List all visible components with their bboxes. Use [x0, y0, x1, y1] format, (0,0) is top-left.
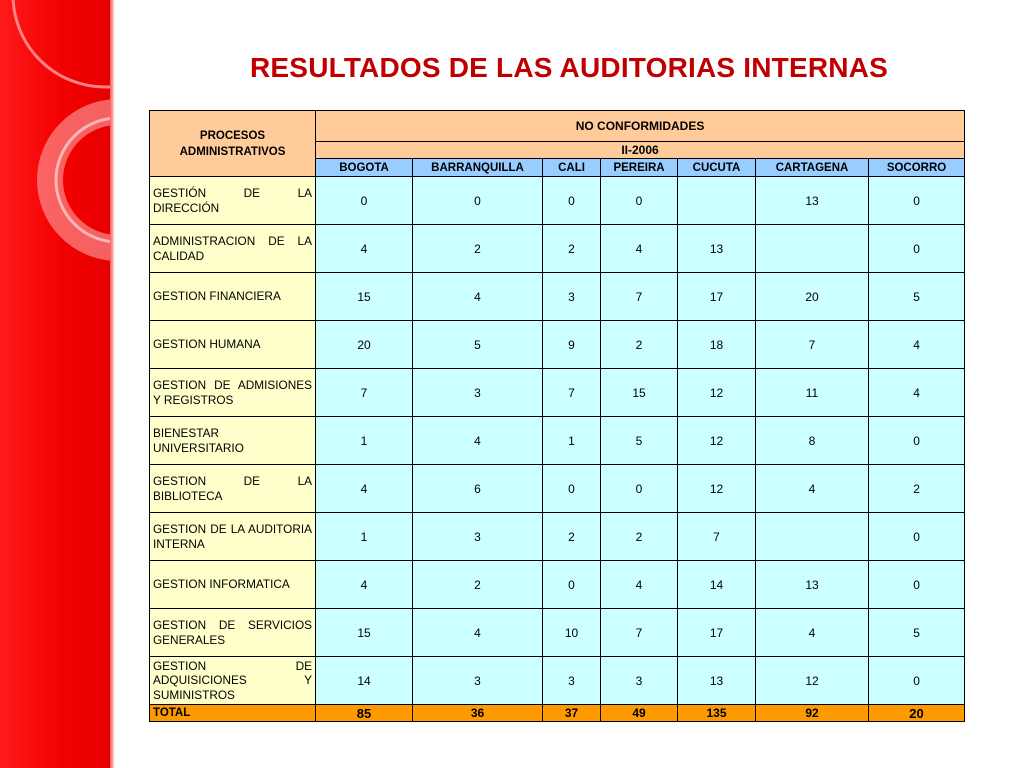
value-cell: 12: [678, 465, 756, 513]
value-cell: 13: [756, 561, 869, 609]
value-cell: 12: [756, 657, 869, 705]
column-header-pereira: PEREIRA: [601, 159, 678, 177]
value-cell: [678, 177, 756, 225]
value-cell: 4: [756, 609, 869, 657]
process-name: GESTION DE ADMISIONES Y REGISTROS: [150, 369, 316, 417]
value-cell: 2: [601, 513, 678, 561]
value-cell: 13: [756, 177, 869, 225]
value-cell: [756, 225, 869, 273]
value-cell: 0: [543, 465, 601, 513]
page-title: RESULTADOS DE LAS AUDITORIAS INTERNAS: [250, 52, 888, 83]
process-name: GESTION DE ADQUISICIONES Y SUMINISTROS: [150, 657, 316, 705]
total-value: 36: [413, 705, 543, 722]
value-cell: 17: [678, 273, 756, 321]
value-cell: 3: [543, 657, 601, 705]
value-cell: 3: [413, 657, 543, 705]
table-row: [150, 417, 965, 465]
value-cell: 0: [869, 657, 965, 705]
value-cell: 0: [869, 561, 965, 609]
value-cell: 7: [601, 609, 678, 657]
value-cell: 7: [601, 273, 678, 321]
value-cell: 0: [601, 177, 678, 225]
value-cell: 1: [316, 513, 413, 561]
value-cell: 4: [869, 369, 965, 417]
total-value: 135: [678, 705, 756, 722]
process-name: BIENESTAR UNIVERSITARIO: [150, 417, 316, 465]
total-label: TOTAL: [150, 705, 316, 722]
value-cell: 0: [869, 417, 965, 465]
value-cell: 9: [543, 321, 601, 369]
process-name: GESTION HUMANA: [150, 321, 316, 369]
value-cell: 15: [316, 609, 413, 657]
value-cell: 11: [756, 369, 869, 417]
value-cell: 20: [756, 273, 869, 321]
table-row: [150, 465, 965, 513]
table-row: [150, 177, 965, 225]
value-cell: 0: [601, 465, 678, 513]
value-cell: 4: [413, 417, 543, 465]
value-cell: 7: [678, 513, 756, 561]
total-value: 49: [601, 705, 678, 722]
value-cell: 15: [601, 369, 678, 417]
value-cell: 13: [678, 225, 756, 273]
table-row: [150, 609, 965, 657]
value-cell: 4: [413, 273, 543, 321]
value-cell: 4: [756, 465, 869, 513]
value-cell: 6: [413, 465, 543, 513]
value-cell: 0: [543, 561, 601, 609]
value-cell: 4: [413, 609, 543, 657]
table-row: [150, 369, 965, 417]
value-cell: 18: [678, 321, 756, 369]
column-header-barranquilla: BARRANQUILLA: [413, 159, 543, 177]
value-cell: 5: [869, 273, 965, 321]
table-row: [150, 513, 965, 561]
value-cell: 15: [316, 273, 413, 321]
total-row: [150, 705, 965, 722]
total-value: 85: [316, 705, 413, 722]
value-cell: 7: [756, 321, 869, 369]
process-name: GESTION INFORMATICA: [150, 561, 316, 609]
value-cell: 12: [678, 369, 756, 417]
value-cell: 0: [413, 177, 543, 225]
process-name: GESTIÓN DE LA DIRECCIÓN: [150, 177, 316, 225]
decorative-side-band: [0, 0, 114, 768]
value-cell: 4: [601, 561, 678, 609]
value-cell: 2: [543, 513, 601, 561]
value-cell: 3: [543, 273, 601, 321]
column-header-cali: CALI: [543, 159, 601, 177]
decorative-circles: [0, 0, 114, 768]
period-header: II-2006: [316, 142, 965, 159]
value-cell: 4: [316, 561, 413, 609]
value-cell: 7: [316, 369, 413, 417]
process-header: PROCESOS ADMINISTRATIVOS: [150, 111, 316, 177]
value-cell: 14: [316, 657, 413, 705]
value-cell: 2: [869, 465, 965, 513]
value-cell: 4: [601, 225, 678, 273]
value-cell: 8: [756, 417, 869, 465]
value-cell: 2: [413, 561, 543, 609]
column-header-cartagena: CARTAGENA: [756, 159, 869, 177]
value-cell: 20: [316, 321, 413, 369]
value-cell: 4: [316, 225, 413, 273]
value-cell: 1: [543, 417, 601, 465]
value-cell: 14: [678, 561, 756, 609]
value-cell: 0: [869, 177, 965, 225]
value-cell: 17: [678, 609, 756, 657]
table-row: [150, 561, 965, 609]
process-name: GESTION DE SERVICIOS GENERALES: [150, 609, 316, 657]
value-cell: 13: [678, 657, 756, 705]
value-cell: 5: [413, 321, 543, 369]
value-cell: 4: [869, 321, 965, 369]
value-cell: 0: [869, 225, 965, 273]
total-value: 37: [543, 705, 601, 722]
value-cell: 0: [543, 177, 601, 225]
table-row: [150, 321, 965, 369]
value-cell: 3: [413, 369, 543, 417]
value-cell: 0: [316, 177, 413, 225]
process-name: ADMINISTRACION DE LA CALIDAD: [150, 225, 316, 273]
value-cell: 5: [869, 609, 965, 657]
value-cell: 0: [869, 513, 965, 561]
column-header-bogota: BOGOTA: [316, 159, 413, 177]
value-cell: 4: [316, 465, 413, 513]
process-name: GESTION DE LA BIBLIOTECA: [150, 465, 316, 513]
value-cell: 2: [543, 225, 601, 273]
nonconformities-header: NO CONFORMIDADES: [316, 111, 965, 142]
process-name: GESTION FINANCIERA: [150, 273, 316, 321]
value-cell: 10: [543, 609, 601, 657]
total-value: 92: [756, 705, 869, 722]
table-row: [150, 657, 965, 705]
column-header-socorro: SOCORRO: [869, 159, 965, 177]
total-value: 20: [869, 705, 965, 722]
value-cell: 2: [413, 225, 543, 273]
value-cell: 1: [316, 417, 413, 465]
audit-results-table: [149, 110, 965, 722]
value-cell: 3: [601, 657, 678, 705]
value-cell: 3: [413, 513, 543, 561]
column-header-cucuta: CUCUTA: [678, 159, 756, 177]
value-cell: 7: [543, 369, 601, 417]
value-cell: [756, 513, 869, 561]
value-cell: 5: [601, 417, 678, 465]
value-cell: 12: [678, 417, 756, 465]
table-row: [150, 273, 965, 321]
table-row: [150, 225, 965, 273]
process-name: GESTION DE LA AUDITORIA INTERNA: [150, 513, 316, 561]
value-cell: 2: [601, 321, 678, 369]
